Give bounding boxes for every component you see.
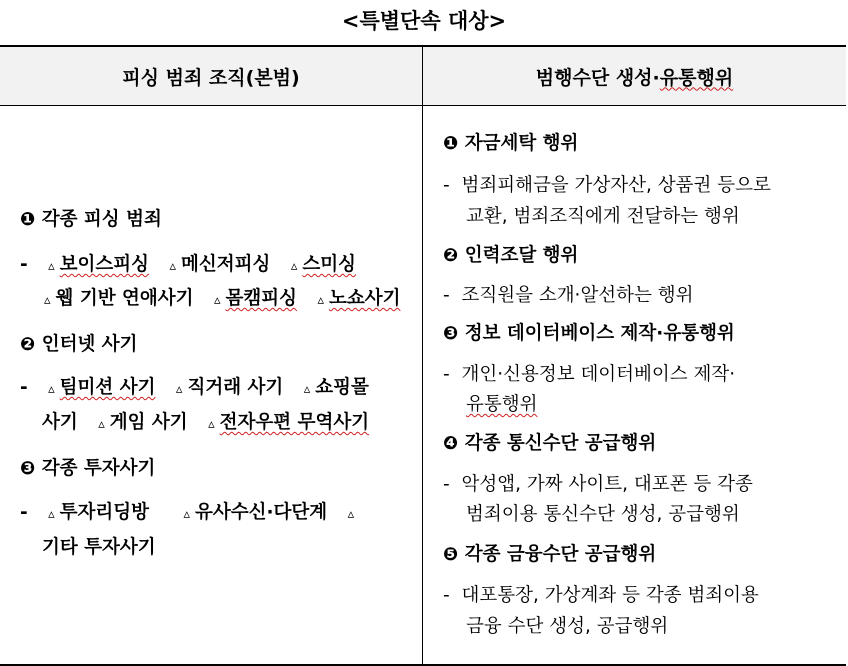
header-right-text: 범행수단 생성· — [535, 66, 660, 89]
dash: - — [443, 285, 450, 306]
dash: - — [20, 254, 28, 275]
target-table — [0, 45, 846, 666]
right-section-5-heading — [443, 540, 656, 570]
right-section-3-text: 개인·신용정보 데이터베이스 제작· — [461, 364, 736, 385]
right-section-4-desc-2: 범죄이용 통신수단 생성, 공급행위 — [466, 504, 740, 525]
right-section-1-text: 범죄피해금을 가상자산, 상품권 등으로 — [461, 175, 771, 196]
dash: - — [20, 377, 28, 398]
left-section-1-heading — [20, 205, 162, 235]
investment-item: 기타 투자사기 — [42, 537, 156, 558]
right-section-2-text: 조직원을 소개·알선하는 행위 — [461, 285, 694, 306]
right-section-2-title: 인력조달 행위 — [464, 245, 579, 266]
right-section-2-desc-1 — [443, 281, 694, 311]
right-section-3-desc-1 — [443, 360, 735, 390]
number-1-icon: ❶ — [20, 209, 36, 230]
fraud-item: 사기 — [42, 412, 78, 433]
triangle-bullet-icon: ▵ — [347, 507, 355, 522]
dash: - — [443, 585, 450, 606]
left-section-3-line-2 — [42, 533, 156, 563]
number-3-icon: ❸ — [20, 458, 36, 479]
triangle-bullet-icon: ▵ — [48, 382, 55, 397]
header-divider — [0, 105, 846, 106]
phishing-item: 메신저피싱 — [181, 254, 271, 275]
right-section-1-desc-2: 교환, 범죄조직에게 전달하는 행위 — [466, 206, 740, 227]
dash: - — [443, 175, 450, 196]
triangle-bullet-icon: ▵ — [183, 507, 191, 522]
left-section-2-heading — [20, 330, 138, 360]
right-section-5-desc-2: 금융 수단 생성, 공급행위 — [466, 616, 669, 637]
left-section-2-line-1 — [20, 373, 369, 405]
left-section-2-title: 인터넷 사기 — [41, 334, 138, 355]
number-1-icon: ❶ — [443, 133, 459, 154]
header-right — [423, 47, 846, 105]
triangle-bullet-icon: ▵ — [303, 382, 311, 397]
phishing-item: 노쇼사기 — [328, 288, 401, 309]
triangle-bullet-icon: ▵ — [48, 507, 55, 522]
dash: - — [443, 364, 450, 385]
investment-item: 유사수신·다단계 — [195, 502, 328, 523]
triangle-bullet-icon: ▵ — [169, 259, 177, 274]
triangle-bullet-icon: ▵ — [213, 293, 221, 308]
fraud-item: 쇼핑몰 — [315, 377, 369, 398]
left-section-1-line-2 — [44, 284, 400, 316]
phishing-item: 스미싱 — [302, 254, 356, 275]
right-section-3-title: 정보 데이터베이스 제작·유통행위 — [464, 323, 735, 344]
right-section-4-text: 악성앱, 가짜 사이트, 대포폰 등 각종 — [461, 474, 753, 495]
header-right-underlined: 유통행위 — [659, 66, 734, 89]
right-section-5-text: 대포통장, 가상계좌 등 각종 범죄이용 — [461, 585, 759, 606]
number-4-icon: ❹ — [443, 433, 459, 454]
number-2-icon: ❷ — [20, 334, 36, 355]
left-section-2-line-2 — [42, 408, 369, 440]
right-section-4-heading — [443, 429, 656, 459]
right-section-4-desc-1 — [443, 470, 753, 500]
triangle-bullet-icon: ▵ — [175, 382, 183, 397]
phishing-item: 웹 기반 연애사기 — [55, 288, 194, 309]
right-section-3-heading — [443, 319, 735, 349]
number-3-icon: ❸ — [443, 323, 459, 344]
right-section-5-title: 각종 금융수단 공급행위 — [464, 544, 657, 565]
number-2-icon: ❷ — [443, 245, 459, 266]
triangle-bullet-icon: ▵ — [44, 293, 51, 308]
investment-item: 투자리딩방 — [59, 502, 150, 523]
page-title: <특별단속 대상> — [341, 9, 507, 33]
right-section-5-desc-1 — [443, 581, 759, 611]
right-section-1-heading — [443, 129, 578, 159]
triangle-bullet-icon: ▵ — [98, 417, 105, 432]
right-section-1-desc-1 — [443, 171, 771, 201]
right-section-2-heading — [443, 241, 578, 271]
triangle-bullet-icon: ▵ — [290, 259, 298, 274]
right-section-3-desc-2: 유통행위 — [466, 394, 538, 415]
left-section-3-title: 각종 투자사기 — [41, 458, 156, 479]
left-section-3-line-1 — [20, 498, 359, 530]
phishing-item: 보이스피싱 — [59, 254, 150, 275]
fraud-item: 직거래 사기 — [187, 377, 284, 398]
fraud-item: 팀미션 사기 — [59, 377, 156, 398]
fraud-item: 게임 사기 — [109, 412, 188, 433]
triangle-bullet-icon: ▵ — [317, 293, 324, 308]
fraud-item: 전자우편 무역사기 — [219, 412, 370, 433]
right-section-4-title: 각종 통신수단 공급행위 — [464, 433, 657, 454]
triangle-bullet-icon: ▵ — [208, 417, 215, 432]
left-section-3-heading — [20, 454, 155, 484]
column-divider — [422, 47, 423, 664]
dash: - — [20, 502, 28, 523]
number-5-icon: ❺ — [443, 544, 459, 565]
header-left: 피싱 범죄 조직(본범) — [0, 47, 422, 105]
triangle-bullet-icon: ▵ — [48, 259, 55, 274]
dash: - — [443, 474, 450, 495]
left-section-1-line-1 — [20, 250, 356, 282]
right-section-1-title: 자금세탁 행위 — [464, 133, 579, 154]
phishing-item: 몸캠피싱 — [225, 288, 297, 309]
left-section-1-title: 각종 피싱 범죄 — [41, 209, 162, 230]
